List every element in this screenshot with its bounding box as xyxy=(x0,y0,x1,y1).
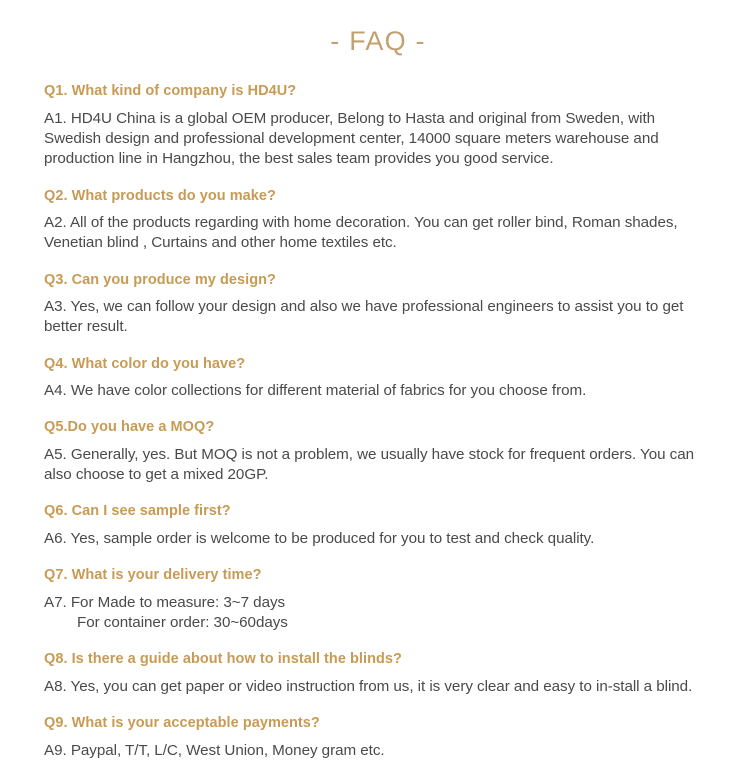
faq-answer xyxy=(44,677,712,697)
faq-item xyxy=(44,271,712,338)
faq-answer-line: A2. All of the products regarding with home decoration. You can get roller bind, Roman shades, Venetian blind , Curtains and other home textiles etc. xyxy=(44,214,682,252)
faq-answer-line: A1. HD4U China is a global OEM producer, Belong to Hasta and original from Sweden, with Swedish design and professional development center, 14000 square meters warehouse and production line in Hangzhou, the best sales team provides you good service. xyxy=(44,109,663,168)
faq-answer-line: A6. Yes, sample order is welcome to be produced for you to test and check quality. xyxy=(44,529,595,547)
faq-answer xyxy=(44,381,712,401)
page-title: - FAQ - xyxy=(330,26,426,56)
faq-question: Q8. Is there a guide about how to install the blinds? xyxy=(44,651,402,668)
faq-answer xyxy=(44,297,712,337)
faq-question: Q7. What is your delivery time? xyxy=(44,567,262,584)
faq-item xyxy=(44,566,712,633)
faq-question: Q1. What kind of company is HD4U? xyxy=(44,83,297,100)
faq-answer-line: A5. Generally, yes. But MOQ is not a problem, we usually have stock for frequent orders. You can also choose to get a mixed 20GP. xyxy=(44,445,699,484)
faq-answer-line: A4. We have color collections for different material of fabrics for you choose from. xyxy=(44,382,587,400)
faq-answer-line: A3. Yes, we can follow your design and also we have professional engineers to assist you to get better result. xyxy=(44,298,688,336)
faq-answer xyxy=(44,213,712,253)
faq-question: Q3. Can you produce my design? xyxy=(44,271,276,288)
faq-item xyxy=(44,187,712,254)
faq-item xyxy=(44,502,712,549)
faq-question: Q2. What products do you make? xyxy=(44,187,276,204)
faq-answer-line: For container order: 30~60days xyxy=(77,613,288,631)
faq-item xyxy=(44,714,712,761)
faq-item xyxy=(44,82,712,169)
faq-answer-line: A8. Yes, you can get paper or video instruction from us, it is very clear and easy to in-stall a blind. xyxy=(44,677,693,695)
faq-question: Q6. Can I see sample first? xyxy=(44,503,231,520)
faq-answer xyxy=(44,109,712,170)
faq-question: Q5.Do you have a MOQ? xyxy=(44,419,215,436)
faq-question: Q9. What is your acceptable payments? xyxy=(44,714,320,731)
faq-answer xyxy=(44,445,712,485)
faq-list xyxy=(44,57,712,760)
faq-question: Q4. What color do you have? xyxy=(44,355,246,372)
faq-answer xyxy=(44,529,712,549)
faq-answer xyxy=(44,741,712,761)
faq-item xyxy=(44,355,712,402)
faq-answer-line: A9. Paypal, T/T, L/C, West Union, Money gram etc. xyxy=(44,741,385,759)
faq-item xyxy=(44,418,712,485)
faq-item xyxy=(44,650,712,697)
faq-answer xyxy=(44,593,712,633)
faq-answer-line: A7. For Made to measure: 3~7 days xyxy=(44,593,286,611)
